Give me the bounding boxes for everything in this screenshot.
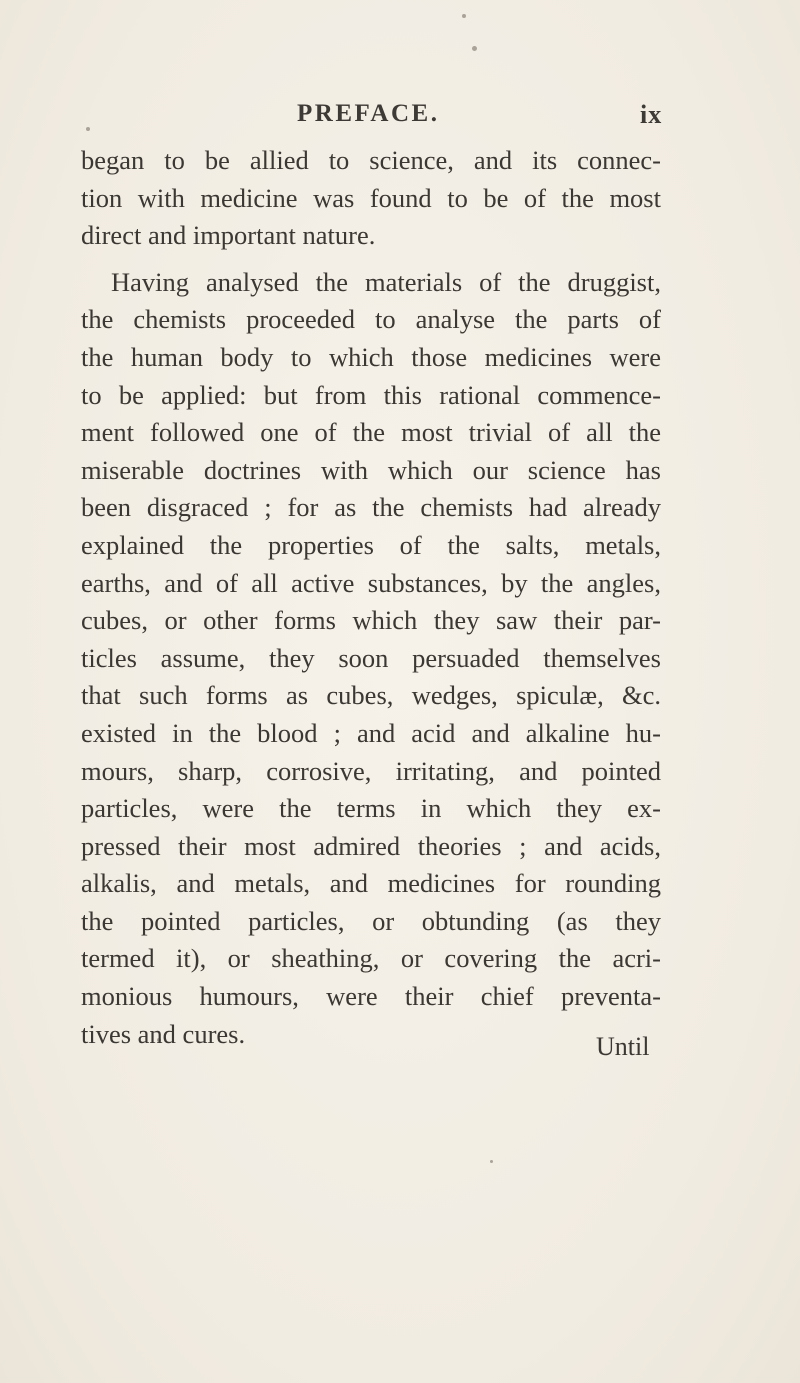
text-line: explained the properties of the salts, metals,	[81, 529, 661, 560]
text-line: that such forms as cubes, wedges, spiculæ, &c.	[81, 680, 661, 711]
page-header	[0, 100, 800, 140]
paragraph	[81, 142, 661, 255]
text-line: pressed their most admired theories ; and acids,	[81, 830, 661, 861]
text-line: particles, were the terms in which they ex-	[81, 793, 661, 824]
text-line: the pointed particles, or obtunding (as they	[81, 905, 661, 936]
text-line: the human body to which those medicines were	[81, 341, 661, 372]
body-text	[81, 142, 661, 1053]
text-line: monious humours, were their chief preventa-	[81, 981, 661, 1012]
text-line: ticles assume, they soon persuaded themselves	[81, 642, 661, 673]
text-line: alkalis, and metals, and medicines for rounding	[81, 868, 661, 899]
text-line: mours, sharp, corrosive, irritating, and pointed	[81, 755, 661, 786]
text-line: Having analysed the materials of the druggist,	[111, 266, 661, 297]
text-line: tives and cures.	[81, 1018, 246, 1049]
text-line: earths, and of all active substances, by the angles,	[81, 567, 661, 598]
text-line: existed in the blood ; and acid and alkaline hu-	[81, 717, 661, 748]
running-head: PREFACE.	[297, 100, 440, 127]
paragraph	[81, 264, 661, 1053]
text-line: ment followed one of the most trivial of all the	[81, 417, 661, 448]
text-line: miserable doctrines with which our science has	[81, 454, 661, 485]
catchword: Until	[596, 1032, 650, 1061]
text-line: been disgraced ; for as the chemists had already	[81, 492, 661, 523]
text-line: cubes, or other forms which they saw their par-	[81, 605, 661, 636]
text-line: the chemists proceeded to analyse the parts of	[81, 304, 661, 335]
text-line: direct and important nature.	[81, 220, 376, 251]
text-line: to be applied: but from this rational commence-	[81, 379, 661, 410]
text-line: began to be allied to science, and its connec-	[81, 145, 661, 175]
text-line: termed it), or sheathing, or covering the acri-	[81, 943, 661, 974]
page-number: ix	[640, 100, 663, 129]
ink-speck	[490, 1160, 493, 1163]
text-line: tion with medicine was found to be of the most	[81, 182, 661, 213]
ink-speck	[472, 46, 477, 51]
ink-speck	[462, 14, 466, 18]
